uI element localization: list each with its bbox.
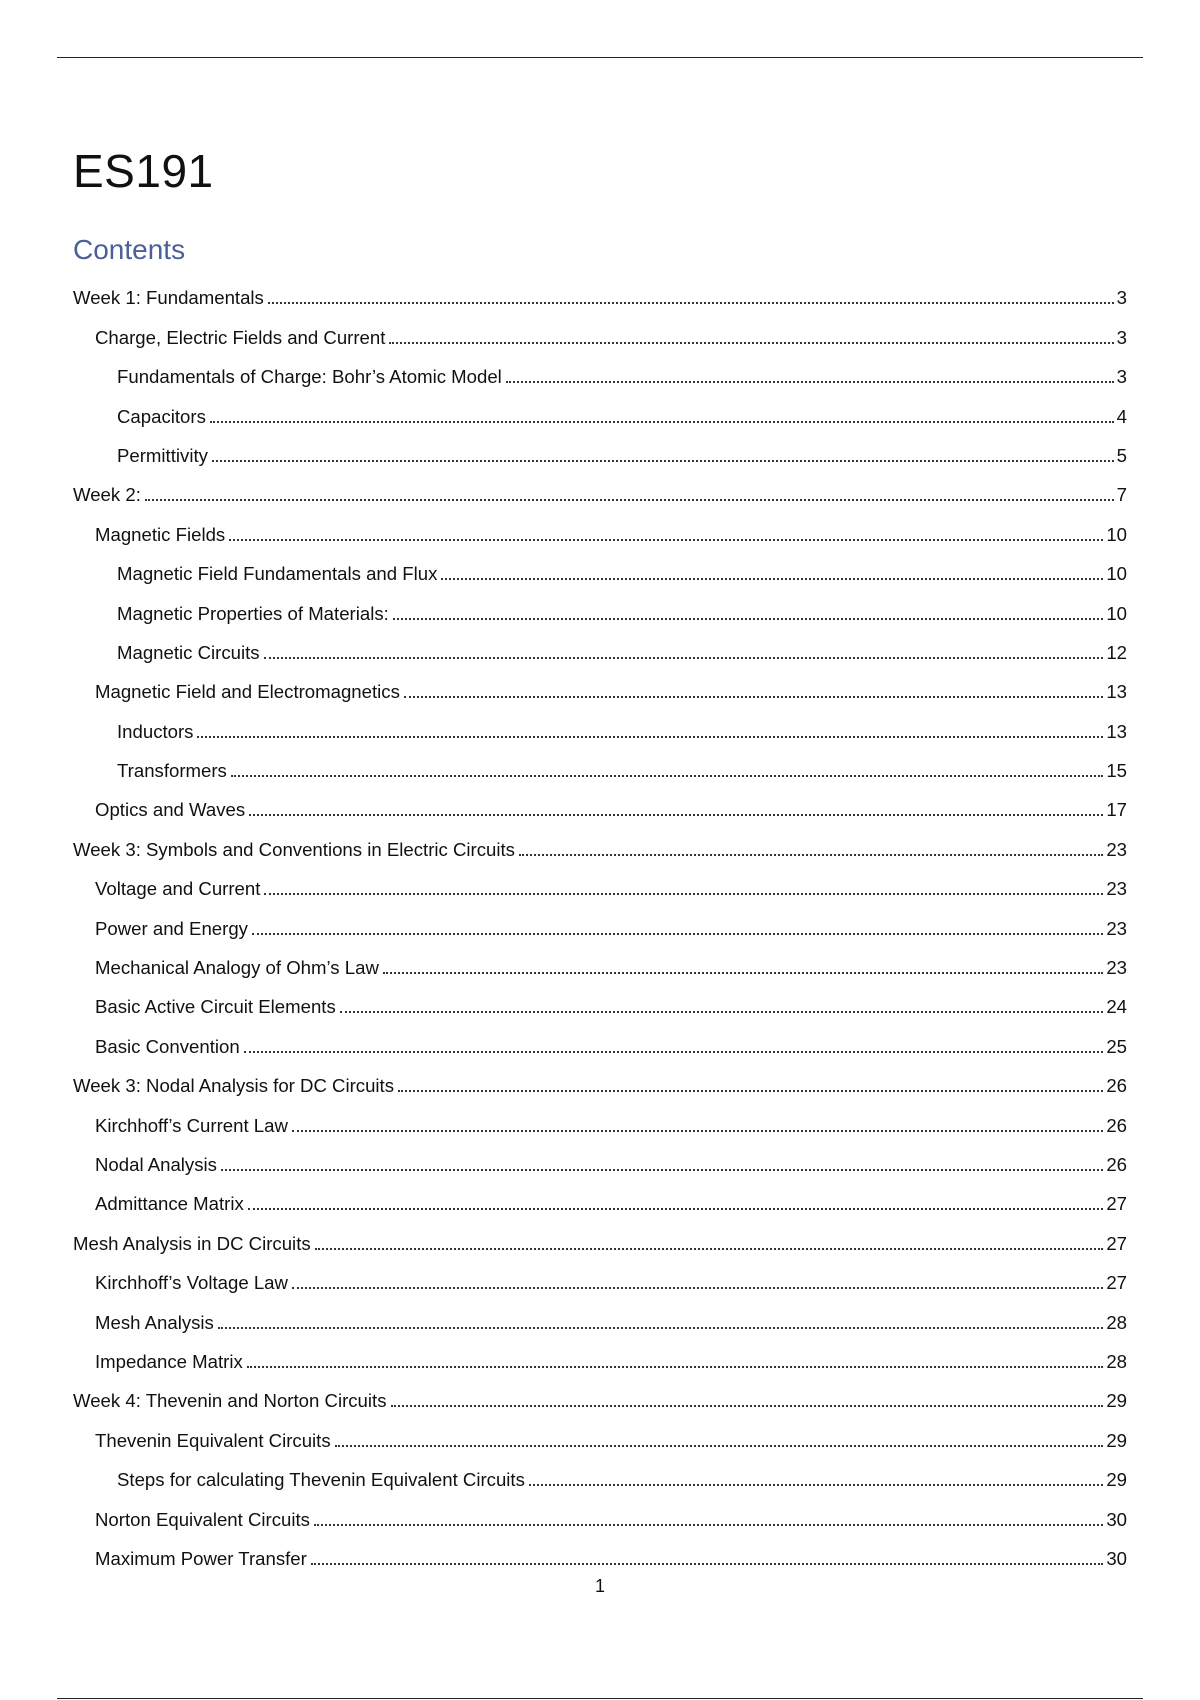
toc-entry-title: Week 2: <box>73 484 141 506</box>
toc-dot-leader <box>292 1287 1103 1289</box>
toc-entry-title: Kirchhoff’s Voltage Law <box>95 1272 288 1294</box>
toc-entry-page: 23 <box>1106 917 1127 939</box>
toc-entry-page: 4 <box>1116 405 1127 427</box>
toc-entry-page: 27 <box>1106 1193 1127 1215</box>
toc-dot-leader <box>391 1405 1104 1407</box>
toc-entry[interactable] <box>73 309 1127 348</box>
toc-entry[interactable] <box>73 1137 1127 1176</box>
toc-dot-leader <box>389 342 1113 344</box>
toc-entry-page: 26 <box>1106 1153 1127 1175</box>
toc-dot-leader <box>506 381 1114 383</box>
document-title: ES191 <box>73 145 214 197</box>
toc-entry-title: Mesh Analysis <box>95 1311 214 1333</box>
toc-dot-leader <box>264 657 1104 659</box>
toc-entry-page: 3 <box>1116 366 1127 388</box>
toc-dot-leader <box>311 1563 1104 1565</box>
toc-entry-title: Magnetic Fields <box>95 523 226 545</box>
toc-entry-page: 5 <box>1116 444 1127 466</box>
toc-entry-title: Transformers <box>117 760 227 782</box>
toc-entry-title: Permittivity <box>117 444 208 466</box>
toc-entry-title: Magnetic Field and Electromagnetics <box>95 681 400 703</box>
toc-entry-page: 27 <box>1106 1232 1127 1254</box>
toc-dot-leader <box>252 933 1103 935</box>
toc-entry[interactable] <box>73 1452 1127 1491</box>
footer-rule <box>57 1698 1143 1699</box>
toc-entry-title: Maximum Power Transfer <box>95 1547 307 1569</box>
toc-entry-page: 23 <box>1106 957 1127 979</box>
toc-entry[interactable] <box>73 1412 1127 1451</box>
toc-entry-page: 23 <box>1106 878 1127 900</box>
toc-dot-leader <box>249 814 1103 816</box>
toc-entry-page: 13 <box>1106 681 1127 703</box>
toc-entry[interactable] <box>73 703 1127 742</box>
toc-entry[interactable] <box>73 900 1127 939</box>
toc-entry-page: 28 <box>1106 1311 1127 1333</box>
toc-entry[interactable] <box>73 585 1127 624</box>
toc-entry-title: Mechanical Analogy of Ohm’s Law <box>95 957 379 979</box>
toc-dot-leader <box>519 854 1103 856</box>
toc-entry[interactable] <box>73 1058 1127 1097</box>
toc-entry[interactable] <box>73 743 1127 782</box>
page-number: 1 <box>594 1576 605 1596</box>
toc-entry[interactable] <box>73 625 1127 664</box>
toc-entry[interactable] <box>73 861 1127 900</box>
toc-dot-leader <box>314 1524 1103 1526</box>
toc-entry[interactable] <box>73 546 1127 585</box>
toc-entry-page: 15 <box>1106 760 1127 782</box>
toc-entry[interactable] <box>73 782 1127 821</box>
toc-entry[interactable] <box>73 467 1127 506</box>
toc-entry[interactable] <box>73 1255 1127 1294</box>
contents-heading: Contents <box>73 234 186 265</box>
toc-entry-page: 3 <box>1116 287 1127 309</box>
toc-dot-leader <box>229 539 1103 541</box>
toc-dot-leader <box>218 1327 1103 1329</box>
toc-entry[interactable] <box>73 1491 1127 1530</box>
toc-entry-title: Mesh Analysis in DC Circuits <box>73 1232 311 1254</box>
toc-dot-leader <box>212 460 1114 462</box>
toc-dot-leader <box>398 1090 1103 1092</box>
toc-dot-leader <box>292 1130 1103 1132</box>
toc-entry-title: Norton Equivalent Circuits <box>95 1508 310 1530</box>
toc-dot-leader <box>264 893 1103 895</box>
toc-entry-title: Fundamentals of Charge: Bohr’s Atomic Model <box>117 366 502 388</box>
toc-entry[interactable] <box>73 388 1127 427</box>
header-rule <box>57 57 1143 58</box>
toc-entry-title: Thevenin Equivalent Circuits <box>95 1429 331 1451</box>
toc-entry[interactable] <box>73 821 1127 860</box>
toc-entry[interactable] <box>73 1097 1127 1136</box>
toc-entry-page: 3 <box>1116 326 1127 348</box>
toc-dot-leader <box>335 1445 1104 1447</box>
toc-entry-page: 17 <box>1106 799 1127 821</box>
toc-dot-leader <box>197 736 1103 738</box>
toc-dot-leader <box>244 1051 1104 1053</box>
toc-entry-page: 10 <box>1106 523 1127 545</box>
toc-entry-title: Capacitors <box>117 405 206 427</box>
toc-entry[interactable] <box>73 349 1127 388</box>
toc-entry-page: 25 <box>1106 1035 1127 1057</box>
toc-entry-page: 28 <box>1106 1350 1127 1372</box>
toc-entry-title: Week 4: Thevenin and Norton Circuits <box>73 1390 387 1412</box>
toc-entry-title: Nodal Analysis <box>95 1153 217 1175</box>
toc-entry-page: 26 <box>1106 1075 1127 1097</box>
toc-dot-leader <box>393 618 1104 620</box>
toc-entry[interactable] <box>73 1215 1127 1254</box>
toc-entry[interactable] <box>73 1373 1127 1412</box>
toc-entry[interactable] <box>73 1018 1127 1057</box>
toc-entry-title: Week 3: Symbols and Conventions in Electric Circuits <box>73 838 515 860</box>
toc-entry-page: 24 <box>1106 996 1127 1018</box>
toc-dot-leader <box>221 1169 1103 1171</box>
toc-entry-title: Charge, Electric Fields and Current <box>95 326 386 348</box>
toc-dot-leader <box>404 696 1103 698</box>
toc-dot-leader <box>268 302 1114 304</box>
toc-entry-title: Optics and Waves <box>95 799 246 821</box>
toc-entry-title: Basic Active Circuit Elements <box>95 996 336 1018</box>
toc-entry[interactable] <box>73 1334 1127 1373</box>
toc-entry-page: 10 <box>1106 563 1127 585</box>
toc-dot-leader <box>247 1366 1104 1368</box>
toc-entry-page: 27 <box>1106 1272 1127 1294</box>
toc-entry-page: 29 <box>1106 1390 1127 1412</box>
toc-entry[interactable] <box>73 270 1127 309</box>
toc-entry-page: 30 <box>1106 1547 1127 1569</box>
toc-entry-title: Magnetic Circuits <box>117 641 260 663</box>
toc-entry-title: Impedance Matrix <box>95 1350 243 1372</box>
toc-entry-page: 10 <box>1106 602 1127 624</box>
toc-entry-title: Week 1: Fundamentals <box>73 287 264 309</box>
toc-entry[interactable] <box>73 940 1127 979</box>
toc-entry-title: Power and Energy <box>95 917 248 939</box>
toc-entry-title: Magnetic Field Fundamentals and Flux <box>117 563 438 585</box>
toc-entry-page: 29 <box>1106 1469 1127 1491</box>
toc-entry-title: Kirchhoff’s Current Law <box>95 1114 288 1136</box>
toc-entry-title: Voltage and Current <box>95 878 261 900</box>
toc-dot-leader <box>145 499 1114 501</box>
toc-entry-page: 26 <box>1106 1114 1127 1136</box>
toc-entry-page: 23 <box>1106 838 1127 860</box>
toc-entry-title: Week 3: Nodal Analysis for DC Circuits <box>73 1075 395 1097</box>
toc-entry-title: Basic Convention <box>95 1035 240 1057</box>
toc-entry-page: 12 <box>1106 641 1127 663</box>
toc-entry-title: Steps for calculating Thevenin Equivalent Circuits <box>117 1469 525 1491</box>
toc-entry[interactable] <box>73 664 1127 703</box>
toc-entry[interactable] <box>73 1294 1127 1333</box>
toc-dot-leader <box>529 1484 1103 1486</box>
toc-entry-title: Admittance Matrix <box>95 1193 244 1215</box>
toc-entry-page: 13 <box>1106 720 1127 742</box>
toc-entry-title: Magnetic Properties of Materials: <box>117 602 389 624</box>
toc-dot-leader <box>383 972 1103 974</box>
toc-dot-leader <box>210 421 1114 423</box>
toc-entry[interactable] <box>73 1531 1127 1570</box>
toc-entry-title: Inductors <box>117 720 194 742</box>
toc-dot-leader <box>248 1208 1104 1210</box>
toc-entry-page: 29 <box>1106 1429 1127 1451</box>
toc-entry[interactable] <box>73 979 1127 1018</box>
toc-dot-leader <box>231 775 1103 777</box>
toc-dot-leader <box>340 1011 1104 1013</box>
toc-dot-leader <box>441 578 1103 580</box>
toc-entry-page: 30 <box>1106 1508 1127 1530</box>
toc-entry[interactable] <box>73 428 1127 467</box>
toc-entry-page: 7 <box>1116 484 1127 506</box>
toc-entry[interactable] <box>73 1176 1127 1215</box>
table-of-contents <box>73 270 1127 1570</box>
toc-dot-leader <box>315 1248 1104 1250</box>
toc-entry[interactable] <box>73 506 1127 545</box>
